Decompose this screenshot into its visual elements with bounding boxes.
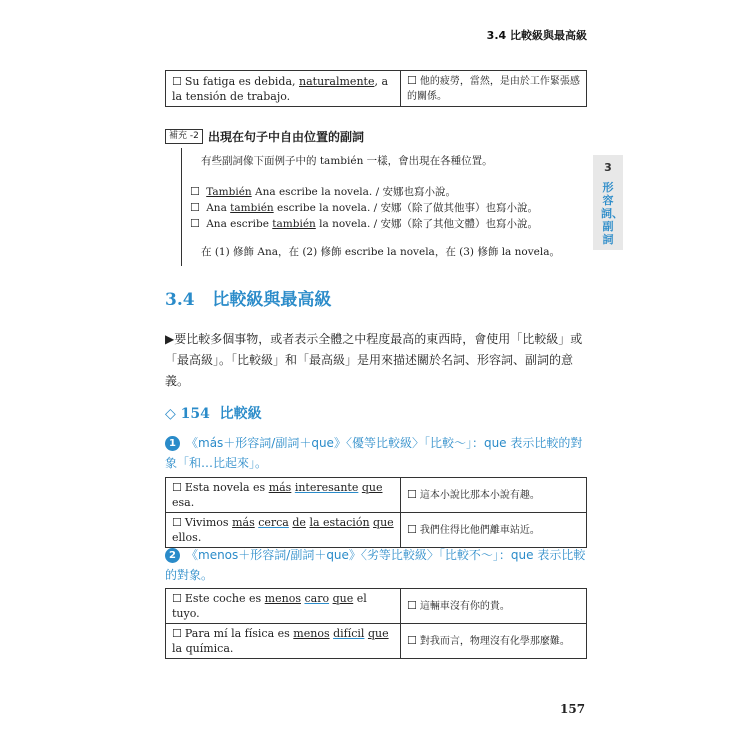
number-circle-icon: 2 <box>165 548 180 563</box>
rule-text: 《más＋形容詞/副詞＋que》〈優等比較級〉「比較～」：que 表示比較的對象「和…比起來」。 <box>165 436 583 470</box>
chapter-number: 3 <box>604 161 612 174</box>
table-row <box>166 513 587 548</box>
list-item: ☐ Ana también escribe la novela. / 安娜（除了做其他事）也寫小說。 <box>190 201 538 214</box>
intro-paragraph: ▶要比較多個事物，或者表示全體之中程度最高的東西時，會使用「比較級」或「最高級」。「比較級」和「最高級」是用來描述關於名詞、形容詞、副詞的意義。 <box>165 332 583 388</box>
checkbox-icon: ☐ <box>172 516 182 529</box>
checkbox-icon: ☐ <box>407 599 417 612</box>
checkbox-icon: ☐ <box>172 74 182 88</box>
underlined-word: más <box>268 481 292 494</box>
underlined-word: naturalmente <box>299 74 375 88</box>
checkbox-icon: ☐ <box>190 217 200 230</box>
example-text: , a la tensión de trabajo. <box>172 74 389 103</box>
spanish-cell <box>166 478 401 513</box>
table-row <box>166 589 587 624</box>
underlined-word: de <box>292 516 306 529</box>
chinese-cell <box>401 513 587 548</box>
page-number: 157 <box>560 702 586 716</box>
example-text: Su fatiga es debida, <box>184 74 300 88</box>
supplement-note: 在 (1) 修飾 Ana，在 (2) 修飾 escribe la novela，在 (3) 修飾 la novela。 <box>201 246 561 258</box>
translation-text: 我們住得比他們離車站近。 <box>419 525 540 536</box>
checkbox-icon: ☐ <box>172 592 182 605</box>
table-row <box>166 71 587 107</box>
chinese-cell <box>401 589 587 624</box>
example-text: Esta novela es <box>184 481 269 494</box>
section-heading <box>165 285 331 310</box>
example-text: la química. <box>172 642 234 655</box>
table-row <box>166 624 587 659</box>
checkbox-icon: ☐ <box>172 627 182 640</box>
underlined-word: menos <box>293 627 330 640</box>
running-head: 3.4 比較級與最高級 <box>486 29 587 42</box>
underlined-word: también <box>272 218 316 230</box>
checkbox-icon: ☐ <box>407 634 417 647</box>
translation-text: 對我而言，物理沒有化學那麼難。 <box>419 636 570 647</box>
rule-1 <box>165 433 590 473</box>
underlined-word: interesante <box>294 481 359 494</box>
list-item: ☐ Ana escribe también la novela. / 安娜（除了其他文體）也寫小說。 <box>190 217 538 230</box>
example-text: Vivimos <box>184 516 233 529</box>
underlined-word: la estación <box>309 516 370 529</box>
subsection-number: 154 <box>180 406 210 422</box>
underlined-word: también <box>230 202 274 214</box>
number-circle-icon: 1 <box>165 436 180 451</box>
underlined-word: que <box>332 592 354 605</box>
checkbox-icon: ☐ <box>172 481 182 494</box>
spanish-cell <box>166 513 401 548</box>
checkbox-icon: ☐ <box>407 523 417 536</box>
comparison-table-2 <box>165 588 587 659</box>
checkbox-icon: ☐ <box>407 488 417 501</box>
underlined-word: que <box>373 516 394 529</box>
supplement-title: 出現在句子中自由位置的副詞 <box>208 130 365 144</box>
underlined-word: También <box>206 186 252 198</box>
spanish-cell <box>166 624 401 659</box>
spanish-cell <box>166 589 401 624</box>
underlined-word: menos <box>264 592 301 605</box>
supplement-example-list <box>190 184 538 232</box>
table-row <box>166 478 587 513</box>
diamond-icon: ◇ <box>165 406 176 422</box>
example-text: ellos. <box>172 531 202 544</box>
checkbox-icon: ☐ <box>407 74 417 87</box>
top-example-table <box>165 70 587 107</box>
checkbox-icon: ☐ <box>190 201 200 214</box>
list-item: ☐ También Ana escribe la novela. / 安娜也寫小說。 <box>190 185 456 198</box>
example-text: Este coche es <box>184 592 265 605</box>
underlined-word: cerca <box>258 516 289 529</box>
underlined-word: difícil <box>333 627 365 640</box>
underlined-word: caro <box>304 592 330 605</box>
underlined-word: que <box>367 627 389 640</box>
chinese-cell <box>401 478 587 513</box>
checkbox-icon: ☐ <box>190 185 200 198</box>
chapter-label: 形容詞、副詞 <box>601 181 623 246</box>
rule-text: 《menos＋形容詞/副詞＋que》〈劣等比較級〉「比較不～」：que 表示比較的對象。 <box>165 548 586 582</box>
chinese-cell <box>401 624 587 659</box>
comparison-table-1 <box>165 477 587 548</box>
rule-2 <box>165 545 590 585</box>
underlined-word: que <box>361 481 383 494</box>
supplement-divider <box>181 148 182 266</box>
chinese-cell <box>401 71 587 107</box>
translation-text: 他的疲勞，當然，是由於工作緊張感的關係。 <box>407 76 580 102</box>
underlined-word: más <box>232 516 255 529</box>
section-number: 3.4 <box>165 290 195 310</box>
subsection-title: 比較級 <box>219 406 262 422</box>
example-text: Para mí la física es <box>184 627 294 640</box>
subsection-heading <box>165 403 262 423</box>
supplement-intro: 有些副詞像下面例子中的 también 一樣，會出現在各種位置。 <box>201 155 493 167</box>
translation-text: 這輛車沒有你的貴。 <box>419 601 510 612</box>
example-text: el tuyo. <box>172 592 367 620</box>
spanish-cell <box>166 71 401 107</box>
translation-text: 這本小說比那本小說有趣。 <box>419 490 540 501</box>
section-title: 比較級與最高級 <box>212 290 332 310</box>
supplement-tag: 補充 -2 <box>165 129 203 144</box>
example-text: esa. <box>172 496 195 509</box>
chapter-side-tab <box>593 155 623 250</box>
